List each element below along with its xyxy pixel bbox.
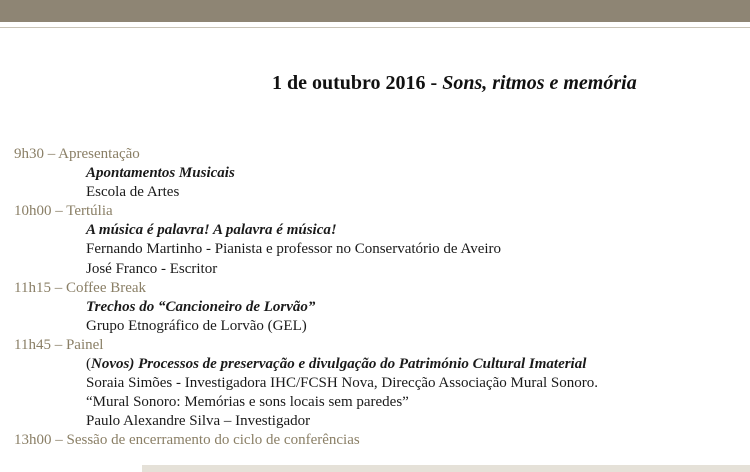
schedule-time: 10h00 – Tertúlia xyxy=(14,203,113,220)
schedule-time: 11h45 – Painel xyxy=(14,336,104,353)
schedule-time: 11h15 – Coffee Break xyxy=(14,279,147,296)
session-detail: Fernando Martinho - Pianista e professor no Conservatório de Aveiro xyxy=(86,241,502,258)
bottom-decorative-band xyxy=(142,465,750,472)
session-title: Apontamentos Musicais xyxy=(86,165,235,182)
schedule-time: 13h00 – Sessão de encerramento do ciclo de conferências xyxy=(14,432,360,449)
session-title: Trechos do “Cancioneiro de Lorvão” xyxy=(86,298,316,315)
event-subtitle: Sons, ritmos e memória xyxy=(442,72,637,94)
session-detail: José Franco - Escritor xyxy=(86,260,218,277)
session-detail: Paulo Alexandre Silva – Investigador xyxy=(86,413,311,430)
page-title xyxy=(272,72,637,95)
session-title: A música é palavra! A palavra é música! xyxy=(86,222,337,239)
top-divider xyxy=(0,27,750,28)
session-title-prefix: ( xyxy=(86,356,91,373)
session-detail: Soraia Simões - Investigadora IHC/FCSH Nova, Direcção Associação Mural Sonoro. xyxy=(86,375,598,392)
program-schedule xyxy=(14,145,744,451)
session-title xyxy=(14,355,744,374)
session-detail: “Mural Sonoro: Memórias e sons locais sem paredes” xyxy=(86,394,409,411)
session-detail: Escola de Artes xyxy=(86,184,180,201)
session-title-text: Novos) Processos de preservação e divulgação do Património Cultural Imaterial xyxy=(91,356,587,373)
schedule-time: 9h30 – Apresentação xyxy=(14,146,140,162)
top-decorative-band xyxy=(0,0,750,22)
session-detail: Grupo Etnográfico de Lorvão (GEL) xyxy=(86,317,307,334)
event-date: 1 de outubro 2016 - xyxy=(272,72,443,94)
